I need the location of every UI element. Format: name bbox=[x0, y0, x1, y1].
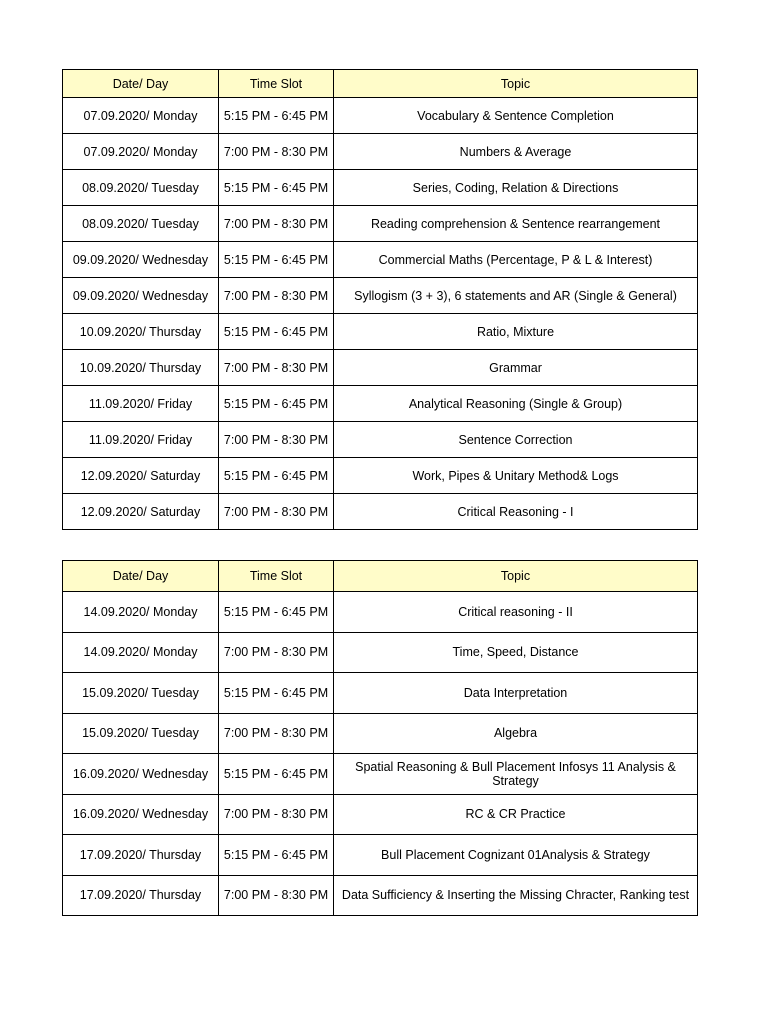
cell-topic: Data Sufficiency & Inserting the Missing Chracter, Ranking test bbox=[334, 875, 698, 916]
cell-time-slot: 7:00 PM - 8:30 PM bbox=[219, 632, 334, 673]
cell-time-slot: 7:00 PM - 8:30 PM bbox=[219, 422, 334, 458]
cell-time-slot: 5:15 PM - 6:45 PM bbox=[219, 170, 334, 206]
cell-time-slot: 5:15 PM - 6:45 PM bbox=[219, 673, 334, 714]
cell-topic: Series, Coding, Relation & Directions bbox=[334, 170, 698, 206]
cell-date-day: 07.09.2020/ Monday bbox=[63, 98, 219, 134]
cell-time-slot: 7:00 PM - 8:30 PM bbox=[219, 134, 334, 170]
cell-time-slot: 5:15 PM - 6:45 PM bbox=[219, 242, 334, 278]
cell-date-day: 07.09.2020/ Monday bbox=[63, 134, 219, 170]
table-row bbox=[63, 134, 698, 170]
header-time-slot: Time Slot bbox=[219, 561, 334, 592]
cell-topic: Reading comprehension & Sentence rearrangement bbox=[334, 206, 698, 242]
cell-time-slot: 7:00 PM - 8:30 PM bbox=[219, 494, 334, 530]
schedule-table-week-1 bbox=[62, 69, 698, 530]
cell-time-slot: 5:15 PM - 6:45 PM bbox=[219, 314, 334, 350]
cell-topic: Numbers & Average bbox=[334, 134, 698, 170]
cell-time-slot: 7:00 PM - 8:30 PM bbox=[219, 206, 334, 242]
cell-date-day: 10.09.2020/ Thursday bbox=[63, 350, 219, 386]
cell-topic: Vocabulary & Sentence Completion bbox=[334, 98, 698, 134]
table-row bbox=[63, 314, 698, 350]
cell-time-slot: 5:15 PM - 6:45 PM bbox=[219, 754, 334, 795]
cell-date-day: 10.09.2020/ Thursday bbox=[63, 314, 219, 350]
cell-date-day: 12.09.2020/ Saturday bbox=[63, 494, 219, 530]
table-row bbox=[63, 794, 698, 835]
cell-topic: Work, Pipes & Unitary Method& Logs bbox=[334, 458, 698, 494]
header-date-day: Date/ Day bbox=[63, 561, 219, 592]
table-row bbox=[63, 632, 698, 673]
schedule-table-week-2 bbox=[62, 560, 698, 916]
cell-topic: Ratio, Mixture bbox=[334, 314, 698, 350]
cell-topic: Commercial Maths (Percentage, P & L & Interest) bbox=[334, 242, 698, 278]
table-row bbox=[63, 835, 698, 876]
table-row bbox=[63, 592, 698, 633]
cell-time-slot: 5:15 PM - 6:45 PM bbox=[219, 835, 334, 876]
header-topic: Topic bbox=[334, 70, 698, 98]
header-topic: Topic bbox=[334, 561, 698, 592]
table-row bbox=[63, 494, 698, 530]
cell-topic: Syllogism (3 + 3), 6 statements and AR (Single & General) bbox=[334, 278, 698, 314]
cell-date-day: 17.09.2020/ Thursday bbox=[63, 835, 219, 876]
cell-time-slot: 5:15 PM - 6:45 PM bbox=[219, 458, 334, 494]
table-row bbox=[63, 350, 698, 386]
cell-date-day: 16.09.2020/ Wednesday bbox=[63, 794, 219, 835]
cell-date-day: 17.09.2020/ Thursday bbox=[63, 875, 219, 916]
table-row bbox=[63, 422, 698, 458]
table-row bbox=[63, 875, 698, 916]
cell-topic: Bull Placement Cognizant 01Analysis & Strategy bbox=[334, 835, 698, 876]
table-header-row bbox=[63, 561, 698, 592]
cell-date-day: 14.09.2020/ Monday bbox=[63, 632, 219, 673]
table-row bbox=[63, 206, 698, 242]
cell-topic: Algebra bbox=[334, 713, 698, 754]
table-row bbox=[63, 713, 698, 754]
cell-date-day: 11.09.2020/ Friday bbox=[63, 386, 219, 422]
cell-topic: Sentence Correction bbox=[334, 422, 698, 458]
cell-date-day: 11.09.2020/ Friday bbox=[63, 422, 219, 458]
cell-topic: Critical reasoning - II bbox=[334, 592, 698, 633]
cell-time-slot: 7:00 PM - 8:30 PM bbox=[219, 794, 334, 835]
table-row bbox=[63, 754, 698, 795]
cell-date-day: 09.09.2020/ Wednesday bbox=[63, 278, 219, 314]
cell-time-slot: 5:15 PM - 6:45 PM bbox=[219, 98, 334, 134]
cell-date-day: 16.09.2020/ Wednesday bbox=[63, 754, 219, 795]
table-row bbox=[63, 386, 698, 422]
cell-time-slot: 7:00 PM - 8:30 PM bbox=[219, 278, 334, 314]
cell-time-slot: 5:15 PM - 6:45 PM bbox=[219, 386, 334, 422]
cell-topic: Grammar bbox=[334, 350, 698, 386]
cell-topic: Critical Reasoning - I bbox=[334, 494, 698, 530]
header-time-slot: Time Slot bbox=[219, 70, 334, 98]
table-row bbox=[63, 458, 698, 494]
header-date-day: Date/ Day bbox=[63, 70, 219, 98]
table-row bbox=[63, 170, 698, 206]
table-row bbox=[63, 673, 698, 714]
cell-time-slot: 5:15 PM - 6:45 PM bbox=[219, 592, 334, 633]
cell-date-day: 08.09.2020/ Tuesday bbox=[63, 170, 219, 206]
cell-topic: RC & CR Practice bbox=[334, 794, 698, 835]
cell-time-slot: 7:00 PM - 8:30 PM bbox=[219, 875, 334, 916]
cell-date-day: 15.09.2020/ Tuesday bbox=[63, 713, 219, 754]
table-row bbox=[63, 242, 698, 278]
cell-topic: Analytical Reasoning (Single & Group) bbox=[334, 386, 698, 422]
cell-topic: Spatial Reasoning & Bull Placement Infosys 11 Analysis & Strategy bbox=[334, 754, 698, 795]
cell-time-slot: 7:00 PM - 8:30 PM bbox=[219, 350, 334, 386]
cell-time-slot: 7:00 PM - 8:30 PM bbox=[219, 713, 334, 754]
cell-date-day: 12.09.2020/ Saturday bbox=[63, 458, 219, 494]
table-header-row bbox=[63, 70, 698, 98]
cell-date-day: 14.09.2020/ Monday bbox=[63, 592, 219, 633]
cell-date-day: 09.09.2020/ Wednesday bbox=[63, 242, 219, 278]
table-row bbox=[63, 278, 698, 314]
cell-date-day: 15.09.2020/ Tuesday bbox=[63, 673, 219, 714]
table-row bbox=[63, 98, 698, 134]
cell-topic: Data Interpretation bbox=[334, 673, 698, 714]
cell-date-day: 08.09.2020/ Tuesday bbox=[63, 206, 219, 242]
cell-topic: Time, Speed, Distance bbox=[334, 632, 698, 673]
